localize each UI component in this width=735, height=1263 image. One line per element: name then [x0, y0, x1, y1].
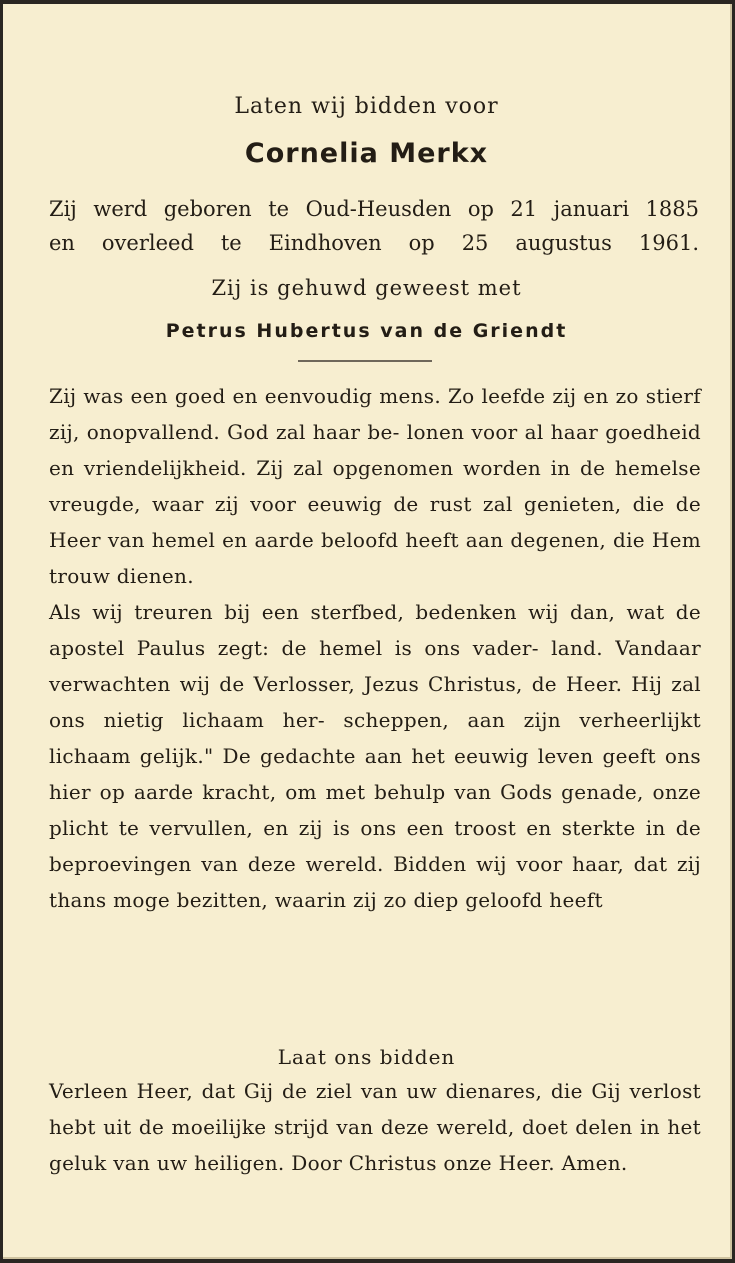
married-line: Zij is gehuwd geweest met: [211, 276, 522, 300]
memorial-paragraph-1: Zij was een goed en eenvoudig mens. Zo leefde zij en zo stierf zij, onopvallend. God zal haar be- lonen voor al haar goedheid en vriendelijkheid. Zij zal opgenomen worden in de hemelse vreugde, waar zij voor eeuwig de rust zal genieten, die de Heer van hemel en aarde beloofd heeft aan degenen, die Hem trouw dienen.: [49, 384, 701, 588]
card-header: [3, 90, 730, 174]
birth-line: Zij werd geboren te Oud-Heusden op 21 januari 1885: [49, 197, 699, 221]
birth-death-text: [49, 192, 699, 260]
memorial-paragraph-2: Als wij treuren bij een sterfbed, bedenken wij dan, wat de apostel Paulus zegt: de hemel is ons vader- land. Vandaar verwachten wij de Verlosser, Jezus Christus, de Heer. Hij zal ons nietig lichaam her- scheppen, aan zijn verheerlijkt lichaam gelijk." De gedachte aan het eeuwig leven geeft ons hier op aarde kracht, om met behulp van Gods genade, onze plicht te vervullen, en zij is ons een troost en sterkte in de beproevingen van deze wereld. Bidden wij voor haar, dat zij thans moge bezitten, waarin zij zo diep geloofd heeft: [49, 600, 701, 912]
prayer-text: Verleen Heer, dat Gij de ziel van uw dienares, die Gij verlost hebt uit de moeilijke strijd van deze wereld, doet delen in het geluk van uw heiligen. Door Christus onze Heer. Amen.: [49, 1079, 701, 1175]
prayer-title: Laat ons bidden: [277, 1045, 456, 1069]
spouse-name: Petrus Hubertus van de Griendt: [165, 320, 568, 342]
intro-line: Laten wij bidden voor: [234, 94, 499, 119]
prayer-section: [49, 1073, 701, 1181]
deceased-name: Cornelia Merkx: [244, 138, 489, 169]
divider-rule: [298, 360, 432, 362]
memorial-card: [3, 4, 732, 1259]
death-line: en overleed te Eindhoven op 25 augustus 1961.: [49, 231, 699, 255]
memorial-body: [49, 378, 701, 918]
